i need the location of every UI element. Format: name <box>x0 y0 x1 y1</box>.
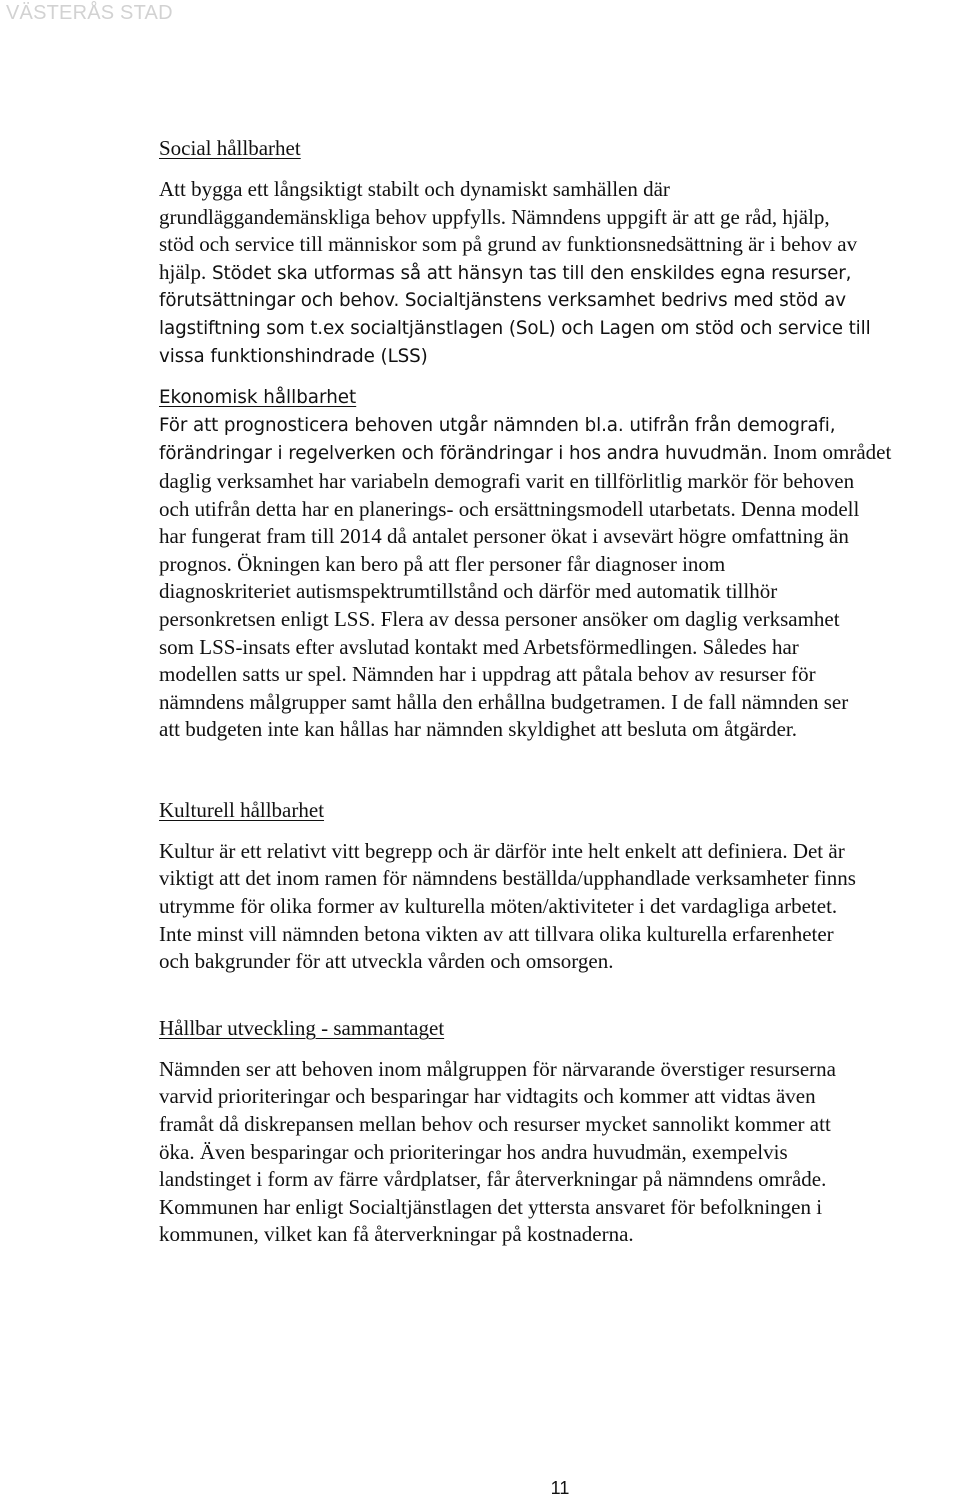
paragraph-summary <box>159 1056 939 1249</box>
text-line: Att bygga ett långsiktigt stabilt och dynamiskt samhällen där <box>159 177 670 201</box>
text-line-mixed <box>159 259 939 288</box>
text-line: framåt då diskrepansen mellan behov och resurser mycket sannolikt kommer att <box>159 1112 831 1137</box>
text-line: nämndens målgrupper samt hålla den erhållna budgetramen. I de fall nämnden ser <box>159 689 849 714</box>
text-line: grundläggandemänskliga behov uppfylls. Nämndens uppgift är att ge råd, hjälp, <box>159 204 830 229</box>
section-social <box>159 134 939 370</box>
section-heading-cultural: Kulturell hållbarhet <box>159 797 325 822</box>
text-line: öka. Även besparingar och prioriteringar hos andra huvudmän, exempelvis <box>159 1139 788 1164</box>
section-summary <box>159 1014 939 1249</box>
text-line: landstinget i form av färre vårdplatser, får återverkningar på nämndens område. <box>159 1167 827 1192</box>
text-line: modellen satts ur spel. Nämnden har i uppdrag att påtala behov av resurser för <box>159 662 816 687</box>
text-line: För att prognosticera behoven utgår nämnden bl.a. utifrån från demografi, <box>159 414 836 436</box>
text-line: personkretsen enligt LSS. Flera av dessa personer ansöker om daglig verksamhet <box>159 606 840 631</box>
document-body <box>159 134 939 1249</box>
paragraph-cultural <box>159 838 939 976</box>
text-fragment: Stödet ska utformas så att hänsyn tas till den enskildes egna resurser, <box>206 262 852 284</box>
watermark-header: VÄSTERÅS STAD <box>6 2 173 24</box>
text-line: diagnoskriteriet autismspektrumtillstånd och därför med automatik tillhör <box>159 579 778 604</box>
text-line: och bakgrunder för att utveckla vården och omsorgen. <box>159 949 614 974</box>
text-line-mixed <box>159 439 939 468</box>
paragraph-social <box>159 176 939 370</box>
text-line: Nämnden ser att behoven inom målgruppen för närvarande överstiger resurserna <box>159 1056 836 1081</box>
page-number: 11 <box>550 1478 570 1498</box>
text-line: prognos. Ökningen kan bero på att fler personer får diagnoser inom <box>159 551 726 576</box>
text-line: viktigt att det inom ramen för nämndens beställda/upphandlade verksamheter finns <box>159 866 856 891</box>
text-line: lagstiftning som t.ex socialtjänstlagen (SoL) och Lagen om stöd och service till <box>159 317 871 339</box>
text-line: att budgeten inte kan hållas har nämnden skyldighet att besluta om åtgärder. <box>159 717 797 742</box>
text-line: som LSS-insats efter avslutad kontakt med Arbetsförmedlingen. Således har <box>159 634 799 659</box>
section-cultural <box>159 796 939 976</box>
text-line: Inte minst vill nämnden betona vikten av att tillvara olika kulturella erfarenheter <box>159 921 834 946</box>
text-line: daglig verksamhet har variabeln demografi varit en tillförlitlig markör för behoven <box>159 468 855 493</box>
text-fragment: Inom området <box>767 440 892 465</box>
section-economic <box>159 384 939 744</box>
section-heading-summary: Hållbar utveckling - sammantaget <box>159 1015 445 1040</box>
text-line: och utifrån detta har en planerings- och ersättningsmodell utarbetats. Denna modell <box>159 496 860 521</box>
text-line: stöd och service till människor som på grund av funktionsnedsättning är i behov av <box>159 232 858 257</box>
text-fragment: hjälp. <box>159 259 207 284</box>
text-line: vissa funktionshindrade (LSS) <box>159 345 428 367</box>
text-line: utrymme för olika former av kulturella möten/aktiviteter i det vardagliga arbetet. <box>159 894 838 919</box>
text-line: Kommunen har enligt Socialtjänstlagen det yttersta ansvaret för befolkningen i <box>159 1194 823 1219</box>
text-line: förutsättningar och behov. Socialtjänstens verksamhet bedrivs med stöd av <box>159 290 846 312</box>
section-heading-social: Social hållbarhet <box>159 136 301 160</box>
text-line: varvid prioriteringar och besparingar har vidtagits och kommer att vidtas även <box>159 1084 816 1109</box>
text-line: kommunen, vilket kan få återverkningar på kostnaderna. <box>159 1222 634 1247</box>
text-line: har fungerat fram till 2014 då antalet personer ökat i avsevärt högre omfattning än <box>159 524 849 549</box>
paragraph-economic <box>159 412 939 744</box>
text-fragment: förändringar i regelverken och förändringar i hos andra huvudmän. <box>159 443 768 465</box>
text-line: Kultur är ett relativt vitt begrepp och är därför inte helt enkelt att definiera. Det är <box>159 838 845 863</box>
section-heading-economic: Ekonomisk hållbarhet <box>159 387 357 409</box>
